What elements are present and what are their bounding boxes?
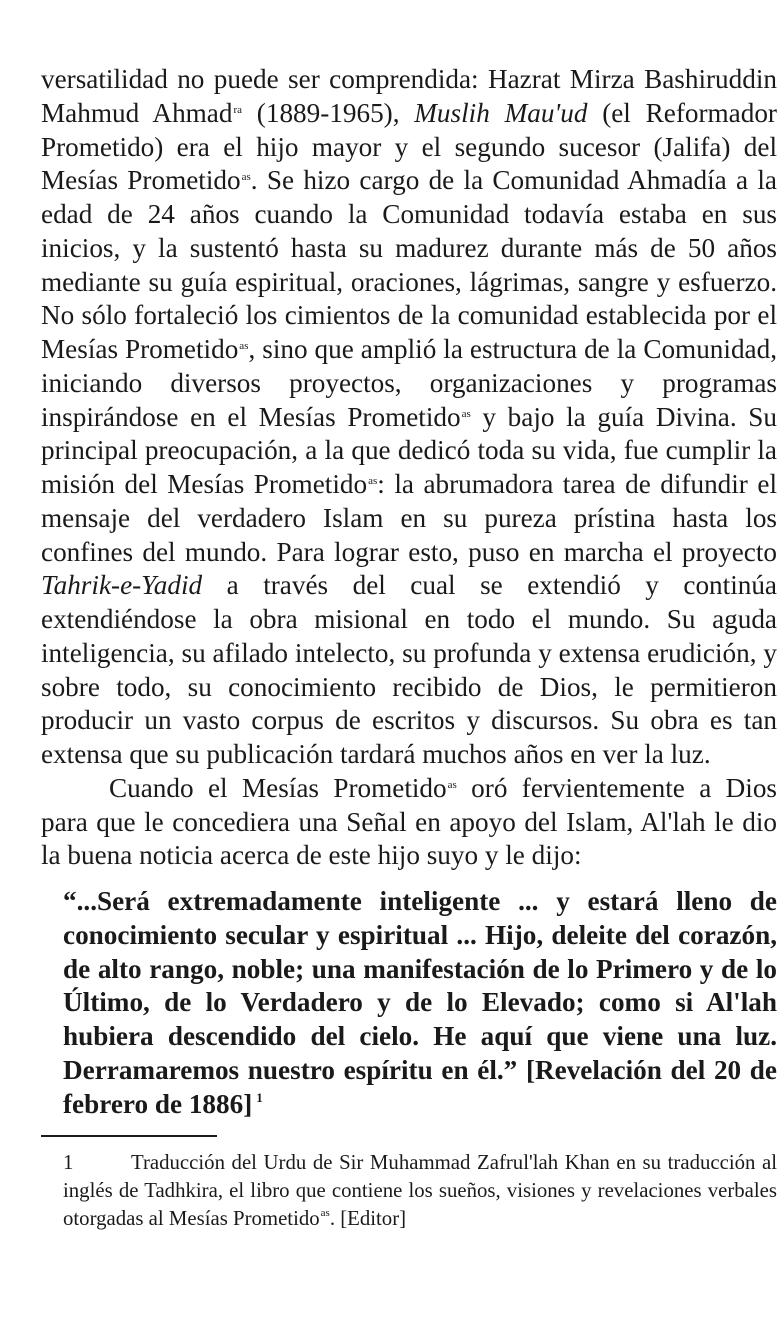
footnote-number: 1	[63, 1151, 74, 1175]
para-text: . Se hizo cargo de la Comunidad Ahmadía a la edad de 24 años cuando la Comunidad todavía estaba en sus inicios, y la sustentó hasta su madurez durante más de 50 años mediante su guía espiritual, oraciones, lágrimas, sangre y esfuerzo. No sólo fortaleció los cimientos de la comunidad establecida por el Mesías Prometido	[41, 165, 777, 364]
paragraph-prayer	[41, 772, 777, 873]
footnote	[63, 1149, 777, 1233]
honorific-superscript: as	[461, 407, 471, 420]
italic-project-name: Tahrik-e-Yadid	[41, 570, 203, 601]
page-content	[41, 63, 777, 1233]
honorific-superscript: ra	[233, 103, 243, 116]
footnote-divider	[41, 1135, 217, 1137]
footnote-text: . [Editor]	[329, 1207, 407, 1231]
honorific-superscript: as	[241, 171, 251, 184]
honorific-superscript: as	[368, 475, 378, 487]
honorific-superscript: as	[447, 778, 457, 791]
para-text: (el Reformador Prometido) era el hijo mayor y el segundo sucesor (Jalifa) del Mesías Prometido	[41, 97, 777, 196]
para-text: Cuando el Mesías Prometido	[109, 772, 447, 803]
para-text: (1889-1965),	[242, 97, 415, 128]
para-text: , sino que amplió la estructura de la Comunidad, iniciando diversos proyectos, organizaciones y programas inspirándose en el Mesías Prometido	[41, 334, 777, 432]
para-text: a través del cual se extendió y continúa extendiéndose la obra misional en todo el mundo. Su aguda inteligencia, su afilado intelecto, su profunda y extensa erudición, y sobre todo, su conocimiento recibido de Dios, le permitieron producir un vasto corpus de escritos y discursos. Su obra es tan extensa que su publicación tardará muchos años en ver la luz.	[41, 570, 777, 769]
honorific-superscript: as	[239, 340, 249, 352]
footnote-text: Traducción del Urdu de Sir Muhammad Zafrul'lah Khan en su traducción al inglés de Tadhkira, el libro que contiene los sueños, visiones y revelaciones verbales otorgadas al Mesías Prometido	[63, 1151, 777, 1231]
para-text: versatilidad no puede ser comprendida: Hazrat Mirza Bashiruddin Mahmud Ahmad	[41, 64, 777, 128]
para-text: : la abrumadora tarea de difundir el mensaje del verdadero Islam en su pureza prístina hasta los confines del mundo. Para lograr esto, puso en marcha el proyecto	[41, 469, 777, 567]
para-text: oró fervientemente a Dios para que le concediera una Señal en apoyo del Islam, Al'lah le dio la buena noticia acerca de este hijo suyo y le dijo:	[41, 772, 777, 871]
revelation-quote	[63, 885, 777, 1121]
italic-title: Muslih Mau'ud	[414, 97, 588, 128]
paragraph-biography	[41, 63, 777, 772]
quote-text: “...Será extremadamente inteligente ... y estará lleno de conocimiento secular y espiritual ... Hijo, deleite del corazón, de alto rango, noble; una manifestación de lo Primero y de lo Último, de lo Verdadero y de lo Elevado; como si Al'lah hubiera descendido del cielo. He aquí que viene una luz. Derramaremos nuestro espíritu en él.” [Revelación del 20 de febrero de 1886]	[63, 886, 777, 1119]
honorific-superscript: as	[320, 1207, 330, 1220]
para-text: y bajo la guía Divina. Su principal preocupación, a la que dedicó toda su vida, fue cumplir la misión del Mesías Prometido	[41, 401, 777, 499]
footnote-reference[interactable]: 1	[256, 1089, 263, 1105]
